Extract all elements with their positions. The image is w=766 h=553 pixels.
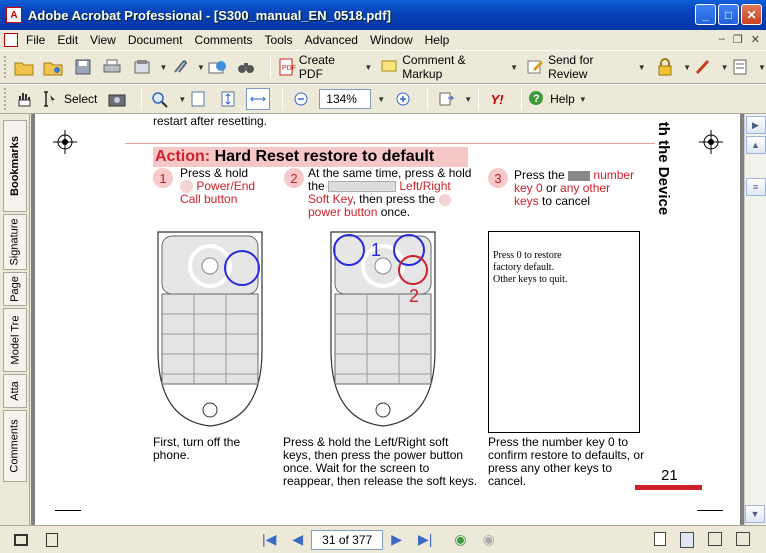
send-review-label: Send for Review [548, 53, 594, 81]
hand-tool-icon[interactable] [12, 88, 36, 110]
phone-screen-message [488, 231, 640, 433]
maximize-button[interactable]: □ [718, 4, 739, 25]
crosshair-icon [53, 130, 77, 154]
title-bar [0, 0, 766, 30]
menu-tools[interactable]: Tools [264, 33, 293, 47]
help-label: Help [550, 92, 575, 106]
status-bar [0, 525, 766, 553]
section-title-vertical [655, 114, 677, 234]
step2-line1: At the same time, press & hold [308, 166, 472, 180]
chevron-down-icon[interactable]: ▼ [464, 94, 473, 104]
save-icon[interactable] [71, 56, 95, 78]
comment-markup-button[interactable] [380, 53, 518, 81]
step3-number: number [593, 168, 635, 182]
menu-bar [0, 30, 766, 50]
scroll-thumb[interactable]: ≡ [746, 178, 766, 196]
next-page-icon[interactable]: ▶ [391, 531, 402, 547]
menu-document[interactable]: Document [127, 33, 183, 47]
main-toolbar [0, 50, 766, 84]
chevron-down-icon: ▼ [364, 62, 373, 72]
step3-key0: key 0 [514, 181, 543, 195]
tab-label: Page [9, 276, 22, 302]
step3-or: or [542, 181, 561, 195]
first-page-icon[interactable]: |◀ [262, 531, 277, 547]
step3-any-other: any other [560, 181, 611, 195]
chevron-down-icon[interactable]: ▼ [377, 94, 386, 104]
lock-icon[interactable] [654, 56, 678, 78]
power-key-icon [439, 194, 451, 206]
search-binoculars-icon[interactable] [234, 56, 258, 78]
chevron-down-icon[interactable]: ▼ [178, 94, 187, 104]
step1-line3: Call button [180, 192, 238, 207]
toolbar-grip[interactable] [4, 88, 8, 110]
crop-mark [55, 510, 81, 511]
minimize-button[interactable]: _ [695, 4, 716, 25]
comment-icon [380, 58, 398, 76]
crop-mark [697, 510, 723, 511]
step2-the: the [308, 179, 325, 193]
step-number: 2 [284, 168, 304, 188]
last-page-icon[interactable]: ▶| [417, 531, 433, 547]
fit-page-icon[interactable] [216, 88, 240, 110]
chevron-down-icon: ▼ [578, 94, 587, 104]
open-folder-icon[interactable] [12, 56, 36, 78]
menu-view[interactable]: View [90, 33, 116, 47]
page-options-icon[interactable] [46, 533, 58, 547]
panel-toggle-arrow[interactable]: ▶ [746, 116, 766, 134]
page-layout-controls [654, 532, 750, 548]
tab-label: Signature [9, 218, 21, 266]
menu-file[interactable]: File [26, 33, 46, 47]
chevron-down-icon[interactable]: ▼ [159, 62, 168, 72]
select-tool-label: Select [64, 92, 98, 106]
create-pdf-label: Create PDF [298, 53, 335, 81]
chevron-down-icon[interactable]: ▼ [758, 62, 766, 72]
step3-line3 [514, 195, 634, 208]
phone-illustration [323, 230, 443, 430]
tab-label: Bookmarks [9, 136, 22, 196]
phone-illustration [150, 230, 270, 430]
doc-close-button[interactable]: ✕ [750, 34, 760, 46]
step-number: 3 [488, 168, 508, 188]
step2-power-button: power button [308, 205, 378, 219]
chevron-down-icon: ▼ [510, 62, 519, 72]
step2-then: , then press the [352, 192, 436, 206]
step1-text [180, 167, 255, 206]
tab-comments[interactable] [3, 410, 27, 482]
step3-text [514, 169, 634, 208]
sign-pen-icon[interactable] [691, 56, 715, 78]
screen-line1: Press 0 to restore [493, 250, 562, 261]
tab-label: Atta [8, 381, 21, 401]
toolbar-separator [521, 88, 522, 110]
toolbar-separator [427, 88, 428, 110]
banner-action-label: Action: [155, 148, 211, 165]
create-pdf-button[interactable] [277, 53, 372, 81]
tab-label: Comments [9, 419, 21, 473]
toolbar-grip[interactable] [4, 56, 8, 78]
scroll-up-button[interactable]: ▲ [746, 136, 766, 154]
step2-line4 [308, 206, 471, 219]
review-icon [526, 58, 544, 76]
step1-line2 [180, 180, 255, 193]
zoom-level-input[interactable]: 134% [319, 89, 371, 109]
rotate-view-icon[interactable] [434, 88, 458, 110]
tab-attachments[interactable] [3, 374, 27, 408]
page-navigation [254, 530, 503, 550]
select-tool-button[interactable] [42, 90, 97, 108]
toolbar-separator [282, 88, 283, 110]
print-icon[interactable] [101, 56, 125, 78]
chevron-down-icon: ▼ [637, 62, 646, 72]
email-icon[interactable] [205, 56, 229, 78]
document-window-controls [719, 33, 760, 46]
create-pdf-icon [277, 58, 295, 76]
step1-power-label: Power/End [196, 179, 256, 193]
stamp-tools-icon[interactable] [130, 56, 154, 78]
toolbar-separator [270, 56, 271, 78]
step2-soft-key: Soft Key [308, 192, 353, 206]
send-review-button[interactable] [526, 53, 646, 81]
tab-pages[interactable] [3, 272, 27, 306]
fit-width-icon[interactable] [246, 88, 270, 110]
single-page-icon[interactable] [654, 532, 666, 546]
continuous-icon[interactable] [680, 532, 694, 548]
zoom-out-icon[interactable] [289, 88, 313, 110]
close-button[interactable]: ✕ [741, 4, 762, 25]
continuous-facing-icon[interactable] [736, 532, 750, 546]
svg-text:?: ? [533, 93, 540, 105]
step2-text [308, 167, 471, 219]
acrobat-icon: A [6, 7, 22, 23]
page-number-bar [635, 485, 702, 490]
doc-restore-button[interactable]: ❐ [732, 34, 743, 46]
vertical-scrollbar[interactable] [744, 114, 766, 525]
step1-line1: Press & hold [180, 166, 249, 180]
comment-markup-label: Comment & Markup [402, 53, 466, 81]
pdf-page [35, 114, 740, 525]
doc-minimize-button[interactable]: – [718, 33, 725, 45]
menu-comments[interactable]: Comments [194, 33, 253, 47]
zero-key-icon [568, 171, 590, 181]
page-number: 21 [661, 467, 678, 484]
screen-line3: Other keys to quit. [493, 274, 568, 285]
caption-step2: Press & hold the Left/Right soft keys, then press the power button once. Wait for the screen to reappear, then release the soft keys. [283, 435, 478, 488]
previous-text-fragment: restart after resetting. [153, 114, 268, 128]
document-viewport[interactable] [31, 114, 744, 525]
action-banner [153, 147, 468, 167]
caption-step3: Press the number key 0 to confirm restore to defaults, or press any other keys to cancel. [488, 435, 645, 488]
tab-signature[interactable] [3, 214, 27, 270]
chevron-down-icon[interactable]: ▼ [720, 62, 729, 72]
caption-step1: First, turn off the phone. [153, 435, 241, 462]
snapshot-camera-icon[interactable] [105, 88, 129, 110]
svg-text:PDF: PDF [281, 65, 296, 72]
side-title-text: th the Device [655, 121, 673, 216]
show-navigation-icon[interactable] [14, 534, 28, 546]
step3-keys: keys [514, 194, 539, 208]
chevron-down-icon[interactable]: ▼ [683, 62, 692, 72]
navigation-panel-tabs [0, 114, 30, 525]
help-button[interactable] [528, 90, 587, 108]
screen-text [489, 232, 639, 286]
go-back-icon[interactable]: ◉ [454, 531, 467, 547]
step3-cancel: to cancel [538, 194, 591, 208]
yahoo-search-icon[interactable]: Y! [490, 91, 504, 107]
step2-soft-label: Left/Right [399, 179, 451, 193]
organizer-icon[interactable] [41, 56, 65, 78]
step-marker-2: 2 [409, 286, 420, 306]
go-forward-icon[interactable]: ◉ [482, 531, 495, 547]
page-number-input[interactable]: 31 of 377 [311, 530, 383, 550]
toolbar-separator [478, 88, 479, 110]
divider-line [125, 143, 655, 144]
soft-keys-icon [328, 181, 396, 192]
menu-advanced[interactable]: Advanced [304, 33, 358, 47]
document-icon [4, 33, 18, 47]
menu-help[interactable]: Help [424, 33, 450, 47]
zoom-in-tool-icon[interactable] [148, 88, 172, 110]
tab-model-tree[interactable] [3, 308, 27, 372]
step2-once: once. [377, 205, 411, 219]
banner-title: Hard Reset restore to default [214, 148, 435, 165]
actual-size-icon[interactable] [186, 88, 210, 110]
navigation-toolbar [0, 84, 766, 114]
scroll-down-button[interactable]: ▼ [745, 505, 765, 523]
chevron-down-icon[interactable]: ▼ [196, 62, 205, 72]
step-marker-1: 1 [371, 240, 382, 260]
crosshair-icon [699, 130, 723, 154]
menu-edit[interactable]: Edit [57, 33, 79, 47]
paperclip-icon[interactable] [167, 56, 191, 78]
window-controls [695, 4, 762, 25]
toolbar-separator [141, 88, 142, 110]
facing-icon[interactable] [708, 532, 722, 546]
screen-line2: factory default. [493, 262, 555, 273]
zoom-in-icon[interactable] [391, 88, 415, 110]
step3-press: Press the [514, 168, 565, 182]
help-icon [528, 90, 546, 108]
window-title: Adobe Acrobat Professional - [S300_manual_EN_0518.pdf] [28, 7, 391, 23]
text-cursor-icon [42, 90, 60, 108]
menu-window[interactable]: Window [369, 33, 413, 47]
tab-bookmarks[interactable] [3, 120, 27, 212]
previous-page-icon[interactable]: ◀ [292, 531, 304, 547]
step-number: 1 [153, 168, 173, 188]
tab-label: Model Tre [9, 315, 22, 365]
forms-icon[interactable] [728, 56, 752, 78]
